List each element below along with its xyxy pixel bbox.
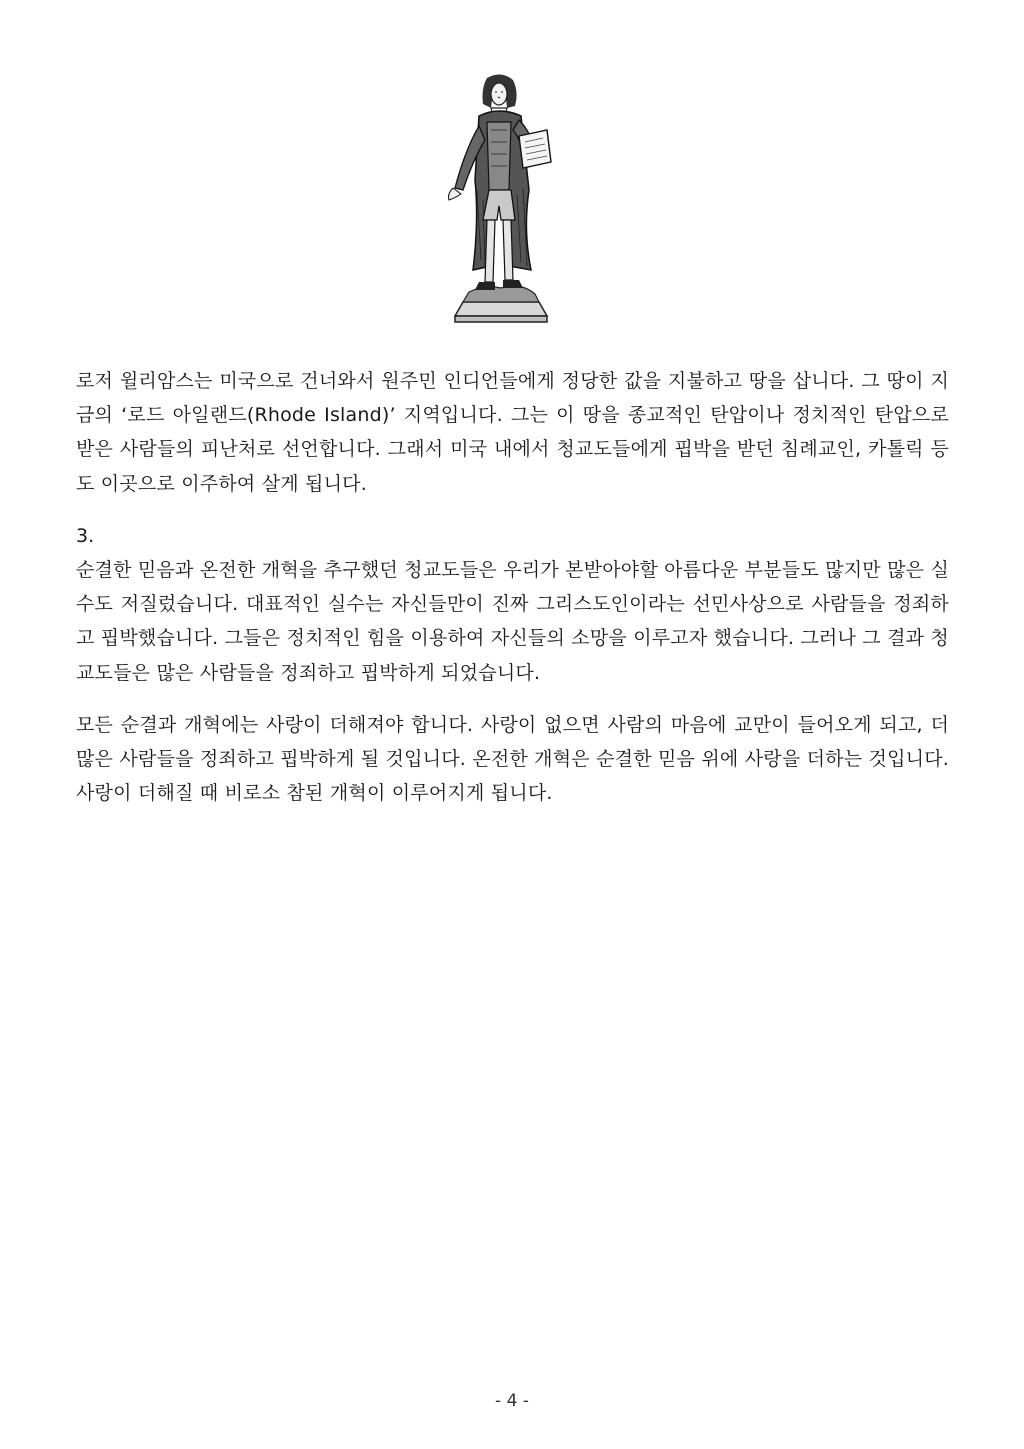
document-body xyxy=(76,364,949,810)
page-number: - 4 - xyxy=(495,1391,529,1411)
paragraph: 순결한 믿음과 온전한 개혁을 추구했던 청교도들은 우리가 본받아야할 아름다운 부분들도 많지만 많은 실수도 저질렀습니다. 대표적인 실수는 자신들만이 진짜 그리스도인이라는 선민사상으로 사람들을 정죄하고 핍박했습니다. 그들은 정치적인 힘을 이용하여 자신들의 소망을 이루고자 했습니다. 그러나 그 결과 청교도들은 많은 사람들을 정죄하고 핍박하게 되었습니다. xyxy=(76,559,949,684)
paragraph: 로저 윌리암스는 미국으로 건너와서 원주민 인디언들에게 정당한 값을 지불하고 땅을 삽니다. 그 땅이 지금의 ‘로드 아일랜드(Rhode Island)’ 지역입니다. 그는 이 땅을 종교적인 탄압이나 정치적인 탄압으로 받은 사람들의 피난처로 선언합니다. 그래서 미국 내에서 청교도들에게 핍박을 받던 침례교인, 카톨릭 등도 이곳으로 이주하여 살게 됩니다. xyxy=(76,370,949,495)
section-number: 3. xyxy=(76,524,95,547)
statue-illustration xyxy=(435,70,565,330)
paragraph: 모든 순결과 개혁에는 사랑이 더해져야 합니다. 사랑이 없으면 사람의 마음에 교만이 들어오게 되고, 더 많은 사람들을 정죄하고 핍박하게 될 것입니다. 온전한 개혁은 순결한 믿음 위에 사랑을 더하는 것입니다. 사랑이 더해질 때 비로소 참된 개혁이 이루어지게 됩니다. xyxy=(76,713,949,805)
